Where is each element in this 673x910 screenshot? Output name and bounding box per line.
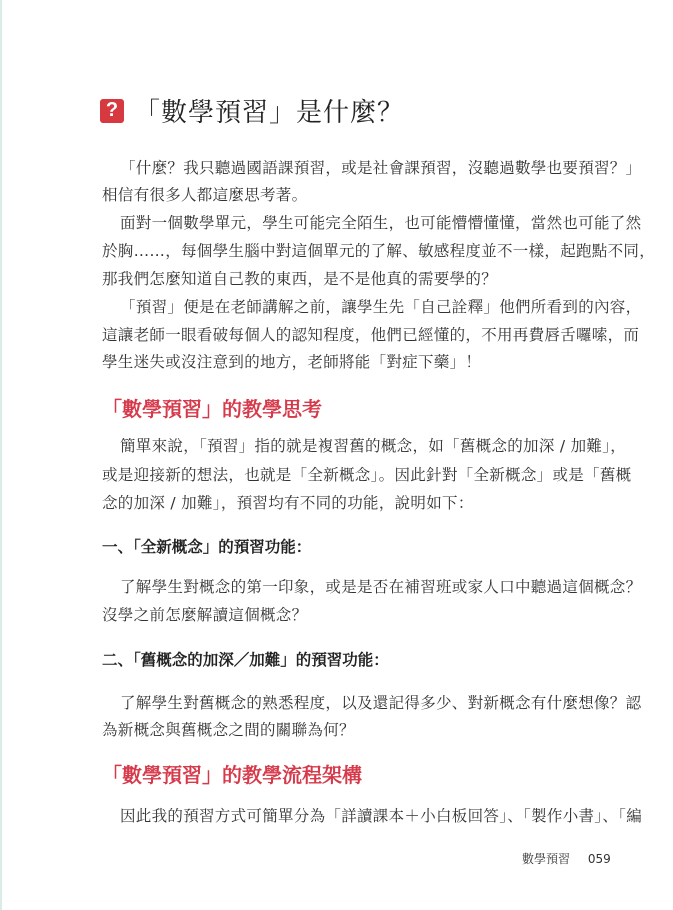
running-title: 數學預習 [522,852,571,866]
body-line: 於胸……，每個學生腦中對這個單元的了解、敏感程度並不一樣，起跑點不同， [102,242,656,260]
body-line: 了解學生對概念的第一印象，或是是否在補習班或家人口中聽過這個概念？ [120,578,642,596]
section-heading: 「數學預習」的教學流程架構 [102,763,362,787]
body-line: 相信有很多人都這麼思考著。 [102,186,308,204]
body-line: 「預習」便是在老師講解之前，讓學生先「自己詮釋」他們所看到的內容， [120,298,642,316]
body-line: 面對一個數學單元，學生可能完全陌生，也可能懵懵懂懂，當然也可能了然 [120,214,642,232]
subheading: 二、「舊概念的加深／加難」的預習功能： [102,651,389,669]
body-line: 「什麼？我只聽過國語課預習，或是社會課預習，沒聽過數學也要預習？」 [120,159,642,177]
page-footer [522,850,625,867]
body-line: 了解學生對舊概念的熟悉程度，以及還記得多少、對新概念有什麼想像？認 [120,694,642,712]
page-title-row [100,92,404,129]
body-line: 學生迷失或沒注意到的地方，老師將能「對症下藥」！ [102,353,482,371]
body-line: 沒學之前怎麼解讀這個概念？ [102,606,308,624]
body-line: 為新概念與舊概念之間的關聯為何？ [102,721,355,739]
body-line: 簡單來說，「預習」指的就是複習舊的概念，如「舊概念的加深 / 加難」， [120,437,627,455]
body-line: 念的加深 / 加難」，預習均有不同的功能，說明如下： [102,494,474,512]
page-title: 「數學預習」是什麼？ [134,98,405,128]
page-number: 059 [587,852,611,866]
body-line: 或是迎接新的想法，也就是「全新概念」。因此針對「全新概念」或是「舊概 [102,466,632,484]
body-line: 那我們怎麼知道自己教的東西，是不是他真的需要學的？ [102,270,498,288]
section-heading: 「數學預習」的教學思考 [102,397,322,421]
subheading: 一、「全新概念」的預習功能： [102,538,312,556]
body-line: 這讓老師一眼看破每個人的認知程度，他們已經懂的，不用再費唇舌囉嗦，而 [102,326,640,344]
question-mark-icon: ? [100,99,124,123]
body-line: 因此我的預習方式可簡單分為「詳讀課本＋小白板回答」、「製作小書」、「編 [120,807,643,825]
